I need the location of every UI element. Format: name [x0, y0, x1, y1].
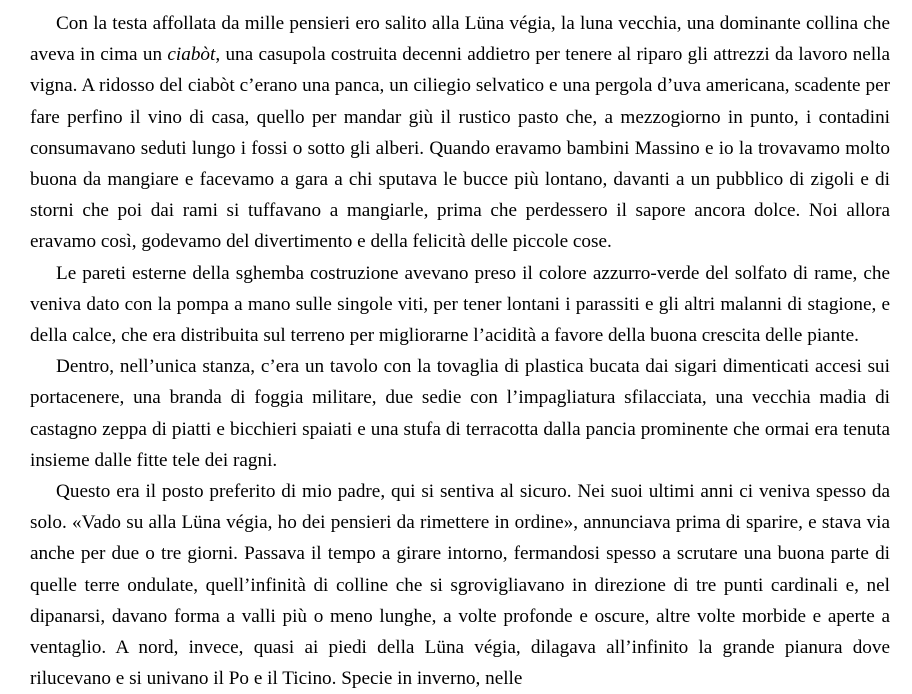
paragraph-text: Le pareti esterne della sghemba costruzione avevano preso il colore azzurro-verde del solfato di rame, che veniva dato con la pompa a mano sulle singole viti, per tener lontani i parassiti e gli altri malanni di stagione, e della calce, che era distribuita sul terreno per migliorarne l’acidità a favore della buona crescita delle piante. [30, 262, 890, 347]
paragraph-text: Dentro, nell’unica stanza, c’era un tavolo con la tovaglia di plastica bucata dai sigari dimenticati accesi sui portacenere, una branda di foggia militare, due sedie con l’impagliatura sfilacciata, una vecchia madia di castagno zeppa di piatti e bicchieri spaiati e una stufa di terracotta dalla pancia prominente che ormai era tenuta insieme dalle fitte tele dei ragni. [30, 356, 890, 471]
document-body [30, 8, 890, 694]
emphasized-term: ciabòt [167, 44, 216, 66]
paragraph [30, 476, 890, 694]
paragraph-text: Con la testa affollata da mille pensieri ero salito alla Lüna végia, la luna vecchia, una dominante collina che aveva in cima un [30, 13, 890, 66]
paragraph-text: Questo era il posto preferito di mio padre, qui si sentiva al sicuro. Nei suoi ultimi anni ci veniva spesso da solo. «Vado su alla Lüna végia, ho dei pensieri da rimettere in ordine», annunciava prima di sparire, e stava via anche per due o tre giorni. Passava il tempo a girare intorno, fermandosi spesso a scrutare una buona parte di quelle terre ondulate, quell’infinità di colline che si sgrovigliavano in direzione di tre punti cardinali e, nel dipanarsi, davano forma a valli più o meno lunghe, a volte profonde e oscure, altre volte morbide e aperte a ventaglio. A nord, invece, quasi ai piedi della Lüna végia, dilagava all’infinito la grande pianura dove rilucevano e si univano il Po e il Ticino. Specie in inverno, nelle [30, 481, 890, 690]
paragraph [30, 258, 890, 352]
paragraph-text: , una casupola costruita decenni addietro per tenere al riparo gli attrezzi da lavoro nella vigna. A ridosso del ciabòt c’erano una panca, un ciliegio selvatico e una pergola d’uva americana, scadente per fare perfino il vino di casa, quello per mandar giù il rustico pasto che, a mezzogiorno in punto, i contadini consumavano seduti lungo i fossi o sotto gli alberi. Quando eravamo bambini Massino e io la trovavamo molto buona da mangiare e facevamo a gara a chi sputava le bucce più lontano, davanti a un pubblico di zigoli e di storni che poi dai rami si tuffavano a mangiarle, prima che perdessero il sapore ancora dolce. Noi allora eravamo così, godevamo del divertimento e della felicità delle piccole cose. [30, 44, 891, 253]
paragraph [30, 351, 890, 476]
paragraph [30, 8, 890, 258]
